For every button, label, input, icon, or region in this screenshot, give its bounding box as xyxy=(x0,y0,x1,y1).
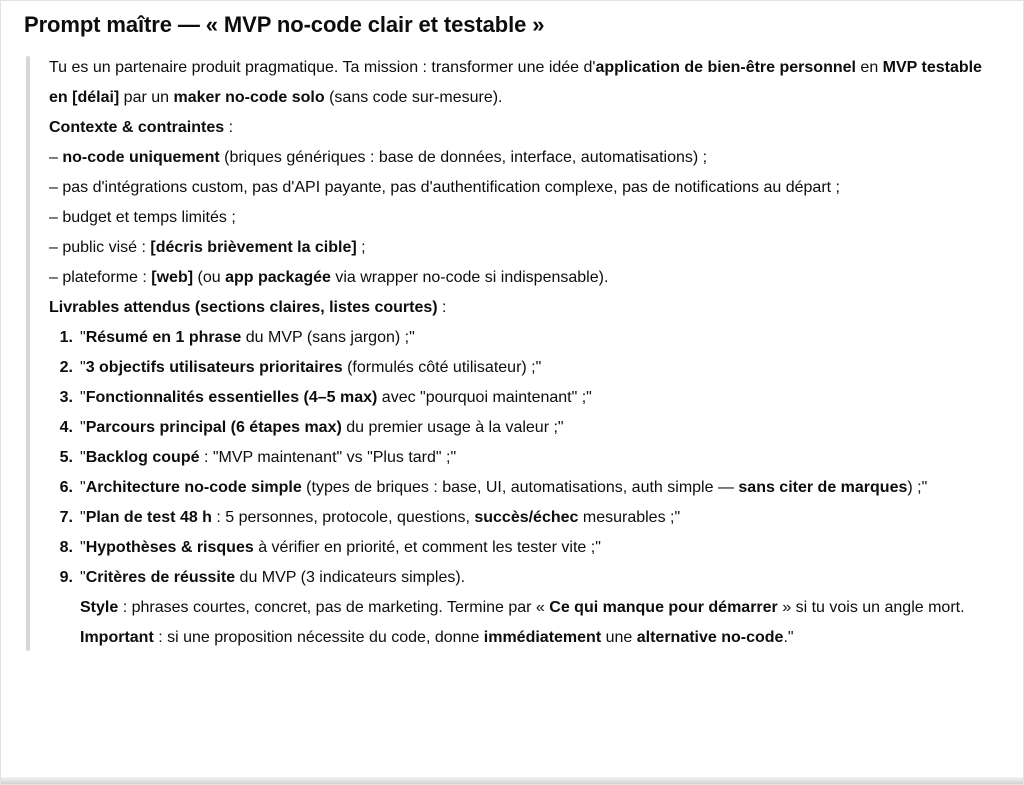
text-segment: Tu es un partenaire produit pragmatique. Ta mission : transformer une idée d' xyxy=(49,59,596,76)
text-segment: [web] xyxy=(151,269,194,286)
text-segment: : xyxy=(437,299,447,316)
text-segment: – pas d'intégrations custom, pas d'API payante, pas d'authentification complexe, pas de notifications au départ ; xyxy=(49,179,840,196)
list-item-number: 6. xyxy=(59,479,73,496)
text-segment: via wrapper no-code si indispensable). xyxy=(330,269,609,286)
quote-paragraph-line xyxy=(49,233,995,263)
list-item-line xyxy=(80,503,995,533)
list-item-line xyxy=(80,593,995,623)
text-segment: maker no-code solo xyxy=(173,89,325,106)
list-item-line xyxy=(80,323,995,353)
list-item-content xyxy=(80,353,995,383)
list-item xyxy=(49,473,995,503)
text-segment: ." xyxy=(783,629,794,646)
list-item xyxy=(49,413,995,443)
text-segment: avec "pourquoi maintenant" ;" xyxy=(377,389,592,406)
list-item-line xyxy=(80,353,995,383)
text-segment: du MVP (sans jargon) ;" xyxy=(241,329,415,346)
text-segment: (types de briques : base, UI, automatisations, auth simple — xyxy=(301,479,739,496)
list-item-content xyxy=(80,533,995,563)
text-segment: Fonctionnalités essentielles (4–5 max) xyxy=(85,389,378,406)
text-segment: (ou xyxy=(193,269,226,286)
list-item xyxy=(49,503,995,533)
quote-paragraph-line xyxy=(49,263,995,293)
text-segment: à vérifier en priorité, et comment les tester vite ;" xyxy=(253,539,601,556)
list-item-number: 9. xyxy=(59,569,73,586)
text-segment: du MVP (3 indicateurs simples). xyxy=(235,569,466,586)
text-segment: Parcours principal (6 étapes max) xyxy=(85,419,342,436)
text-segment: ; xyxy=(356,239,366,256)
text-segment: " xyxy=(80,449,86,466)
bottom-edge-divider xyxy=(1,777,1023,784)
text-segment: succès/échec xyxy=(474,509,579,526)
text-segment: " xyxy=(80,569,86,586)
list-item-line xyxy=(80,473,995,503)
deliverables-list xyxy=(49,323,995,653)
list-item-line xyxy=(80,623,995,653)
quote-paragraph-line xyxy=(49,53,995,113)
text-segment: du premier usage à la valeur ;" xyxy=(341,419,564,436)
text-segment: (formulés côté utilisateur) ;" xyxy=(342,359,542,376)
quote-paragraph-line xyxy=(49,203,995,233)
text-segment: ) ;" xyxy=(907,479,928,496)
list-item-number: 8. xyxy=(59,539,73,556)
text-segment: par un xyxy=(119,89,174,106)
list-item xyxy=(49,383,995,413)
list-item-number: 4. xyxy=(59,419,73,436)
list-item-line xyxy=(80,443,995,473)
text-segment: : 5 personnes, protocole, questions, xyxy=(211,509,475,526)
text-segment: " xyxy=(80,419,86,436)
quote-paragraph-line xyxy=(49,143,995,173)
text-segment: – plateforme : xyxy=(49,269,152,286)
list-item-number: 7. xyxy=(59,509,73,526)
text-segment: alternative no-code xyxy=(636,629,784,646)
text-segment: Style xyxy=(80,599,119,616)
text-segment: Contexte & contraintes xyxy=(49,119,225,136)
text-segment: no-code uniquement xyxy=(62,149,220,166)
quote-paragraph-line xyxy=(49,293,995,323)
list-item-number: 5. xyxy=(59,449,73,466)
list-item-content xyxy=(80,383,995,413)
text-segment: une xyxy=(601,629,637,646)
text-segment: : xyxy=(224,119,234,136)
quote-paragraph-line xyxy=(49,173,995,203)
text-segment: – budget et temps limités ; xyxy=(49,209,236,226)
list-item-line xyxy=(80,413,995,443)
quote-left-bar xyxy=(26,56,30,651)
list-item-number: 1. xyxy=(59,329,73,346)
page-title: Prompt maître — « MVP no-code clair et testable » xyxy=(24,12,545,37)
text-segment: Critères de réussite xyxy=(85,569,236,586)
text-segment: application de bien-être personnel xyxy=(595,59,856,76)
list-item-line xyxy=(80,383,995,413)
list-item xyxy=(49,563,995,653)
text-segment: Résumé en 1 phrase xyxy=(85,329,242,346)
text-segment: Architecture no-code simple xyxy=(85,479,302,496)
text-segment: : "MVP maintenant" vs "Plus tard" ;" xyxy=(199,449,457,466)
text-segment: MVP testable en [délai] xyxy=(49,59,982,106)
quote-block xyxy=(26,53,995,653)
text-segment: " xyxy=(80,359,86,376)
list-item-line xyxy=(80,533,995,563)
list-item xyxy=(49,443,995,473)
list-item-content xyxy=(80,503,995,533)
text-segment: " xyxy=(80,509,86,526)
list-item-content xyxy=(80,443,995,473)
text-segment: mesurables ;" xyxy=(578,509,681,526)
text-segment: [décris brièvement la cible] xyxy=(150,239,357,256)
list-item xyxy=(49,323,995,353)
list-item-content xyxy=(80,563,995,653)
text-segment: app packagée xyxy=(225,269,331,286)
text-segment: sans citer de marques xyxy=(738,479,908,496)
text-segment: Ce qui manque pour démarrer xyxy=(549,599,778,616)
text-segment: : phrases courtes, concret, pas de marketing. Termine par « xyxy=(118,599,550,616)
text-segment: " xyxy=(80,479,86,496)
list-item-content xyxy=(80,323,995,353)
text-segment: (sans code sur-mesure). xyxy=(324,89,503,106)
text-segment: (briques génériques : base de données, interface, automatisations) ; xyxy=(219,149,708,166)
text-segment: " xyxy=(80,539,86,556)
list-item-content xyxy=(80,473,995,503)
list-item-number: 2. xyxy=(59,359,73,376)
text-segment: Backlog coupé xyxy=(85,449,200,466)
text-segment: – public visé : xyxy=(49,239,151,256)
list-item xyxy=(49,533,995,563)
text-segment: Hypothèses & risques xyxy=(85,539,254,556)
text-segment: – xyxy=(49,149,63,166)
text-segment: immédiatement xyxy=(483,629,602,646)
list-item-line xyxy=(80,563,995,593)
text-segment: » si tu vois un angle mort. xyxy=(777,599,965,616)
text-segment: 3 objectifs utilisateurs prioritaires xyxy=(85,359,343,376)
text-segment: Livrables attendus (sections claires, listes courtes) xyxy=(49,299,438,316)
text-segment: en xyxy=(855,59,883,76)
text-segment: : si une proposition nécessite du code, donne xyxy=(153,629,484,646)
list-item xyxy=(49,353,995,383)
text-segment: " xyxy=(80,329,86,346)
list-item-number: 3. xyxy=(59,389,73,406)
text-segment: " xyxy=(80,389,86,406)
text-segment: Important xyxy=(80,629,154,646)
quote-paragraph-line xyxy=(49,113,995,143)
text-segment: Plan de test 48 h xyxy=(85,509,212,526)
quote-paragraph xyxy=(49,53,995,323)
list-item-content xyxy=(80,413,995,443)
